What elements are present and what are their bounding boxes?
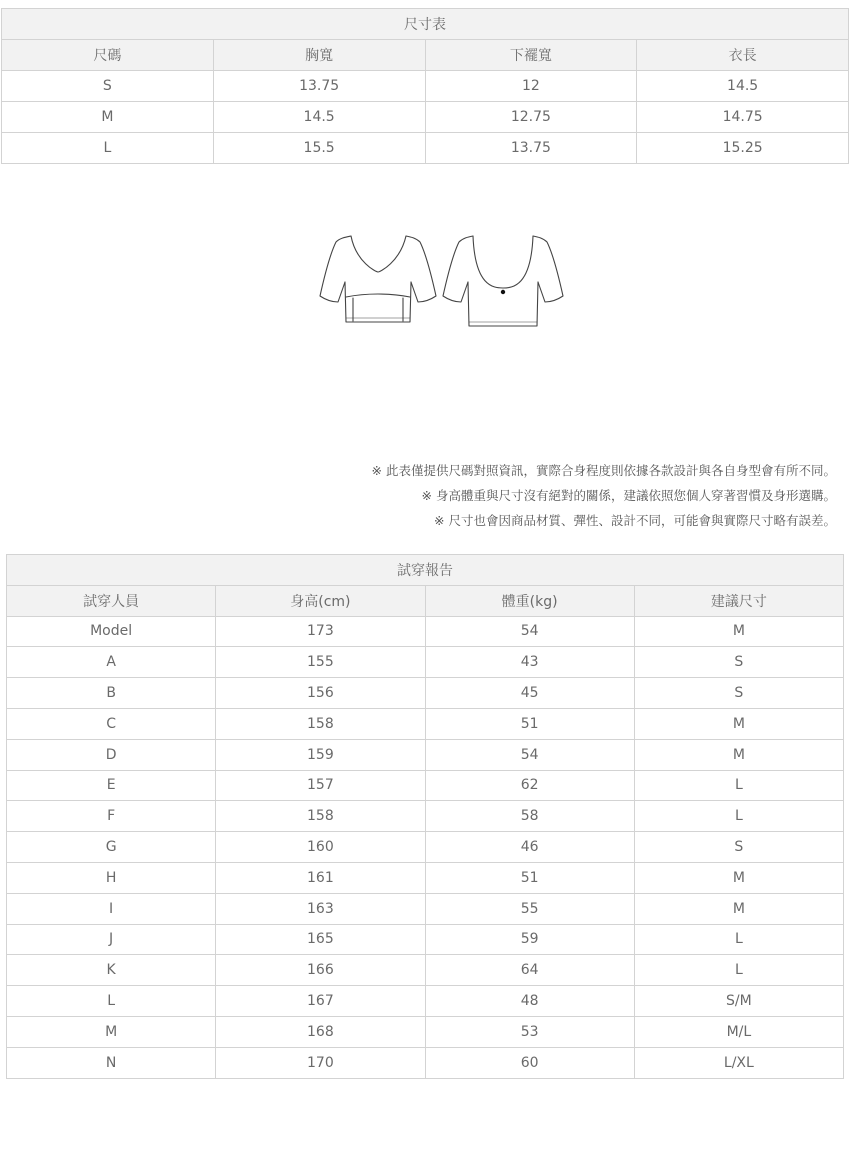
table-cell: S [634,832,843,863]
table-row [7,832,844,863]
table-cell: 155 [216,647,425,678]
table-cell: L [634,955,843,986]
table-cell: 58 [425,801,634,832]
table-cell: 173 [216,616,425,647]
table-row [2,102,849,133]
table-cell: 48 [425,986,634,1017]
table-cell: 168 [216,1016,425,1047]
table-cell: C [7,708,216,739]
table-row [7,924,844,955]
table-cell: 170 [216,1047,425,1078]
size-note: ※ 身高體重與尺寸沒有絕對的關係，建議依照您個人穿著習慣及身形選購。 [421,488,836,503]
table-cell: S/M [634,986,843,1017]
size-chart-title: 尺寸表 [2,9,849,40]
table-cell: 163 [216,893,425,924]
table-cell: 157 [216,770,425,801]
size-chart-table [1,8,849,164]
table-cell: L [634,924,843,955]
table-cell: 166 [216,955,425,986]
table-cell: M [634,708,843,739]
size-chart-header: 胸寬 [213,40,425,71]
table-row [7,1016,844,1047]
fit-report-title-row [7,555,844,586]
table-cell: M/L [634,1016,843,1047]
size-chart-header: 尺碼 [2,40,214,71]
fit-report-header: 建議尺寸 [634,585,843,616]
size-notes [372,458,836,533]
table-row [7,770,844,801]
table-cell: G [7,832,216,863]
table-cell: M [634,893,843,924]
table-cell: H [7,862,216,893]
table-cell: S [634,647,843,678]
table-cell: L [7,986,216,1017]
table-row [7,616,844,647]
table-cell: 60 [425,1047,634,1078]
table-row [7,862,844,893]
table-cell: B [7,678,216,709]
table-cell: 54 [425,739,634,770]
crop-top-back-sketch-icon [443,236,563,326]
table-cell: 14.75 [637,102,849,133]
table-row [2,71,849,102]
table-cell: J [7,924,216,955]
table-cell: 160 [216,832,425,863]
fit-report-title: 試穿報告 [7,555,844,586]
table-cell: 59 [425,924,634,955]
table-row [7,647,844,678]
table-row [7,678,844,709]
table-cell: L [634,770,843,801]
size-chart-title-row [2,9,849,40]
table-cell: K [7,955,216,986]
size-note: ※ 尺寸也會因商品材質、彈性、設計不同，可能會與實際尺寸略有誤差。 [434,513,836,528]
table-cell: M [634,616,843,647]
table-cell: 51 [425,708,634,739]
table-cell: 12.75 [425,102,637,133]
table-cell: 156 [216,678,425,709]
table-row [7,708,844,739]
table-cell: M [7,1016,216,1047]
table-cell: 167 [216,986,425,1017]
size-chart-header: 下襬寬 [425,40,637,71]
table-cell: M [634,739,843,770]
table-cell: 15.5 [213,133,425,164]
table-row [7,1047,844,1078]
garment-illustration [318,230,568,330]
table-cell: 15.25 [637,133,849,164]
table-cell: 55 [425,893,634,924]
table-cell: 53 [425,1016,634,1047]
table-row [2,133,849,164]
table-cell: N [7,1047,216,1078]
table-cell: 158 [216,801,425,832]
table-cell: M [634,862,843,893]
table-cell: 13.75 [213,71,425,102]
size-chart-header: 衣長 [637,40,849,71]
table-cell: 14.5 [213,102,425,133]
table-cell: I [7,893,216,924]
table-cell: 12 [425,71,637,102]
table-cell: 45 [425,678,634,709]
table-cell: 54 [425,616,634,647]
table-cell: 51 [425,862,634,893]
table-cell: S [2,71,214,102]
fit-report-header: 試穿人員 [7,585,216,616]
table-cell: 14.5 [637,71,849,102]
table-cell: Model [7,616,216,647]
table-row [7,739,844,770]
table-cell: 64 [425,955,634,986]
table-cell: S [634,678,843,709]
table-cell: 165 [216,924,425,955]
table-cell: 62 [425,770,634,801]
table-cell: L [2,133,214,164]
table-cell: M [2,102,214,133]
fit-report-table [6,554,844,1079]
size-note: ※ 此表僅提供尺碼對照資訊，實際合身程度則依據各款設計與各自身型會有所不同。 [371,463,836,478]
table-cell: 158 [216,708,425,739]
fit-report-header-row [7,585,844,616]
table-cell: 46 [425,832,634,863]
size-chart-header-row [2,40,849,71]
table-cell: 43 [425,647,634,678]
table-cell: D [7,739,216,770]
table-cell: 13.75 [425,133,637,164]
table-cell: A [7,647,216,678]
table-row [7,955,844,986]
table-row [7,801,844,832]
table-cell: L [634,801,843,832]
table-row [7,893,844,924]
fit-report-header: 身高(cm) [216,585,425,616]
crop-top-front-sketch-icon [320,236,436,322]
table-cell: 159 [216,739,425,770]
fit-report-header: 體重(kg) [425,585,634,616]
table-row [7,986,844,1017]
table-cell: 161 [216,862,425,893]
table-cell: L/XL [634,1047,843,1078]
table-cell: F [7,801,216,832]
table-cell: E [7,770,216,801]
